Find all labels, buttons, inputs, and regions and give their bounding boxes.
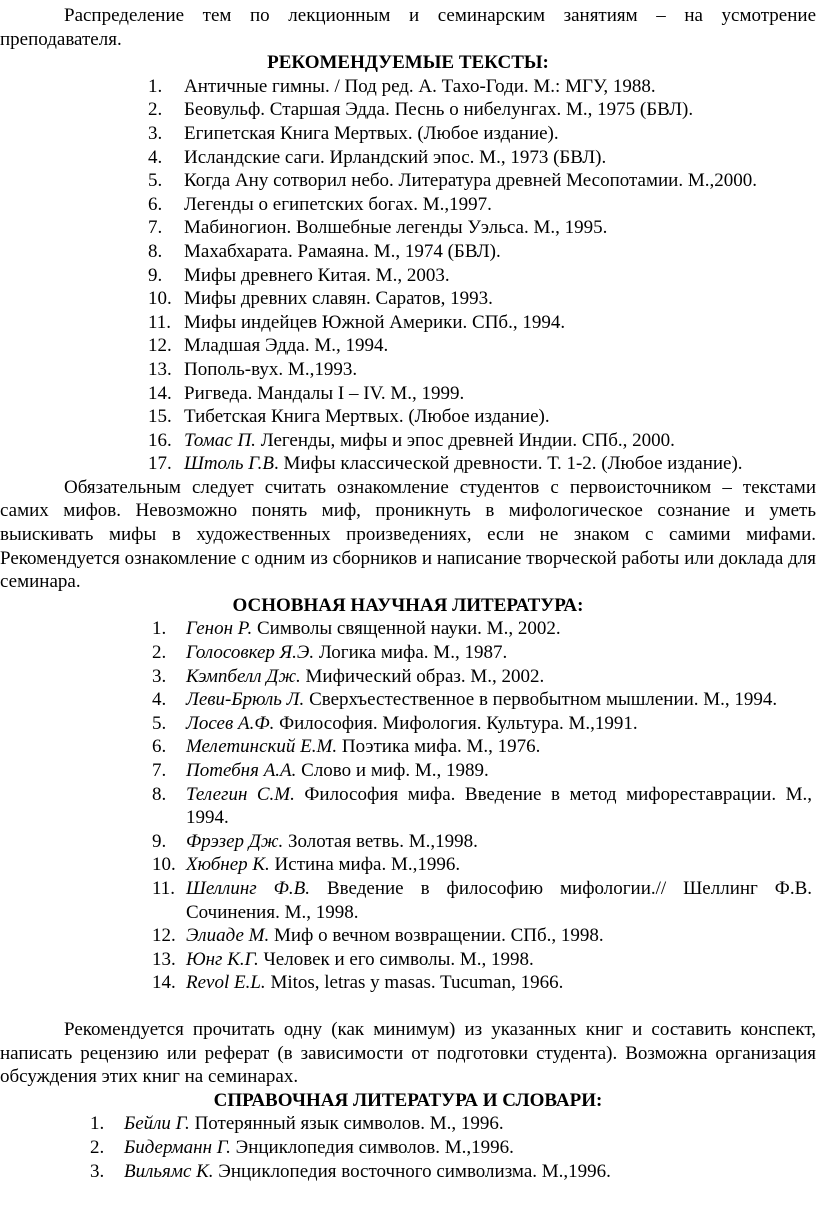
intro-paragraph: Распределение тем по лекционным и семинарским занятиям – на усмотрение преподавателя.	[0, 5, 816, 50]
list-item: 8. Махабхарата. Рамаяна. М., 1974 (БВЛ).	[148, 240, 501, 262]
list-item: 7. Потебня А.А. Слово и миф. М., 1989.	[152, 760, 489, 781]
author-name: Шеллинг Ф.В.	[186, 877, 311, 899]
list-item: 17. Штоль Г.В. Мифы классической древности. Т. 1-2. (Любое издание).	[148, 453, 743, 475]
list-item: 6. Легенды о египетских богах. М.,1997.	[148, 193, 492, 215]
author-name: Бидерманн Г.	[124, 1136, 231, 1158]
scientific-literature-list	[0, 617, 816, 995]
list-item: 4. Леви-Брюль Л. Сверхъестественное в первобытном мышлении. М., 1994.	[152, 689, 778, 711]
list-item: 9. Мифы древнего Китая. М., 2003.	[148, 264, 450, 286]
reference-literature-list	[0, 1112, 816, 1183]
list-item: 13. Пополь-вух. М.,1993.	[148, 358, 358, 380]
list-item: 14. Revol E.L. Mitos, letras y masas. Tucuman, 1966.	[152, 972, 564, 994]
author-name: Генон Р.	[186, 618, 253, 640]
list-item: 14. Ригведа. Мандалы I – IV. М., 1999.	[148, 382, 465, 404]
section-heading-reference: СПРАВОЧНАЯ ЛИТЕРАТУРА И СЛОВАРИ:	[213, 1089, 603, 1111]
list-item: 8. Телегин С.М. Философия мифа. Введение в метод мифореставрации. М., 1994.	[152, 783, 812, 829]
author-name: Фрэзер Дж.	[186, 830, 284, 852]
list-item: 12. Младшая Эдда. М., 1994.	[148, 335, 389, 357]
author-name: Мелетинский Е.М.	[186, 736, 338, 758]
list-item: 15. Тибетская Книга Мертвых. (Любое издание).	[148, 406, 550, 428]
author-name: Леви-Брюль Л.	[186, 689, 305, 711]
list-item: 1. Античные гимны. / Под ред. А. Тахо-Годи. М.: МГУ, 1988.	[148, 75, 656, 97]
list-item: 2. Беовульф. Старшая Эдда. Песнь о нибелунгах. М., 1975 (БВЛ).	[148, 99, 694, 121]
list-item: 11. Мифы индейцев Южной Америки. СПб., 1994.	[148, 311, 566, 333]
body-paragraph-1: Обязательным следует считать ознакомление студентов с первоисточником – текстами самих мифов. Невозможно понять миф, проникнуть в мифологическое сознание и уметь выискивать мифы в художественных произведениях, если не знаком с самими мифами. Рекомендуется ознакомление с одним из сборников и написание творческой работы или доклада для семинара.	[0, 476, 816, 593]
list-item: 7. Мабиногион. Волшебные легенды Уэльса. М., 1995.	[148, 217, 608, 239]
author-name: Штоль Г.В	[184, 453, 274, 475]
author-name: Кэмпбелл Дж.	[186, 665, 301, 687]
list-item: 2. Бидерманн Г. Энциклопедия символов. М.,1996.	[90, 1136, 514, 1158]
author-name: Бейли Г.	[124, 1113, 190, 1135]
list-item: 1. Бейли Г. Потерянный язык символов. М., 1996.	[90, 1113, 504, 1135]
list-item: 4. Исландские саги. Ирландский эпос. М., 1973 (БВЛ).	[148, 146, 607, 168]
list-item: 10. Хюбнер К. Истина мифа. М.,1996.	[152, 854, 461, 876]
list-item: 3. Вильямс К. Энциклопедия восточного символизма. М.,1996.	[90, 1160, 611, 1182]
author-name: Вильямс К.	[124, 1160, 214, 1182]
section-heading-texts: РЕКОМЕНДУЕМЫЕ ТЕКСТЫ:	[267, 52, 549, 74]
list-item: 12. Элиаде М. Миф о вечном возвращении. СПб., 1998.	[152, 925, 604, 947]
list-item: 10. Мифы древних славян. Саратов, 1993.	[148, 288, 493, 310]
author-name: Томас П.	[184, 429, 256, 451]
author-name: Голосовкер Я.Э.	[186, 642, 315, 664]
list-item: 13. Юнг К.Г. Человек и его символы. М., 1998.	[152, 948, 534, 970]
author-name: Потебня А.А.	[186, 760, 297, 781]
author-name: Юнг К.Г.	[186, 948, 259, 970]
author-name: Revol E.L.	[186, 972, 266, 994]
list-item: 11. Шеллинг Ф.В. Введение в философию мифологии.// Шеллинг Ф.В. Сочинения. М., 1998.	[152, 877, 812, 923]
recommended-texts-list	[0, 75, 816, 476]
list-item: 5. Когда Ану сотворил небо. Литература древней Месопотамии. М.,2000.	[148, 170, 757, 192]
list-item: 2. Голосовкер Я.Э. Логика мифа. М., 1987.	[152, 642, 508, 664]
author-name: Элиаде М.	[186, 925, 270, 947]
list-item: 1. Генон Р. Символы священной науки. М., 2002.	[152, 618, 561, 640]
list-item: 3. Египетская Книга Мертвых. (Любое издание).	[148, 122, 559, 144]
section-heading-scientific: ОСНОВНАЯ НАУЧНАЯ ЛИТЕРАТУРА:	[232, 594, 584, 616]
author-name: Телегин С.М.	[186, 783, 295, 805]
spacer	[0, 995, 816, 1018]
author-name: Хюбнер К.	[186, 854, 270, 876]
list-item: 9. Фрэзер Дж. Золотая ветвь. М.,1998.	[152, 830, 478, 852]
author-name: Лосев А.Ф.	[186, 712, 275, 734]
list-item: 5. Лосев А.Ф. Философия. Мифология. Культура. М.,1991.	[152, 712, 638, 734]
list-item: 16. Томас П. Легенды, мифы и эпос древней Индии. СПб., 2000.	[148, 429, 675, 451]
list-item: 6. Мелетинский Е.М. Поэтика мифа. М., 1976.	[152, 736, 541, 758]
body-paragraph-2: Рекомендуется прочитать одну (как минимум) из указанных книг и составить конспект, написать рецензию или реферат (в зависимости от подготовки студента). Возможна организация обсуждения этих книг на семинарах.	[0, 1018, 816, 1088]
list-item: 3. Кэмпбелл Дж. Мифический образ. М., 2002.	[152, 665, 545, 687]
